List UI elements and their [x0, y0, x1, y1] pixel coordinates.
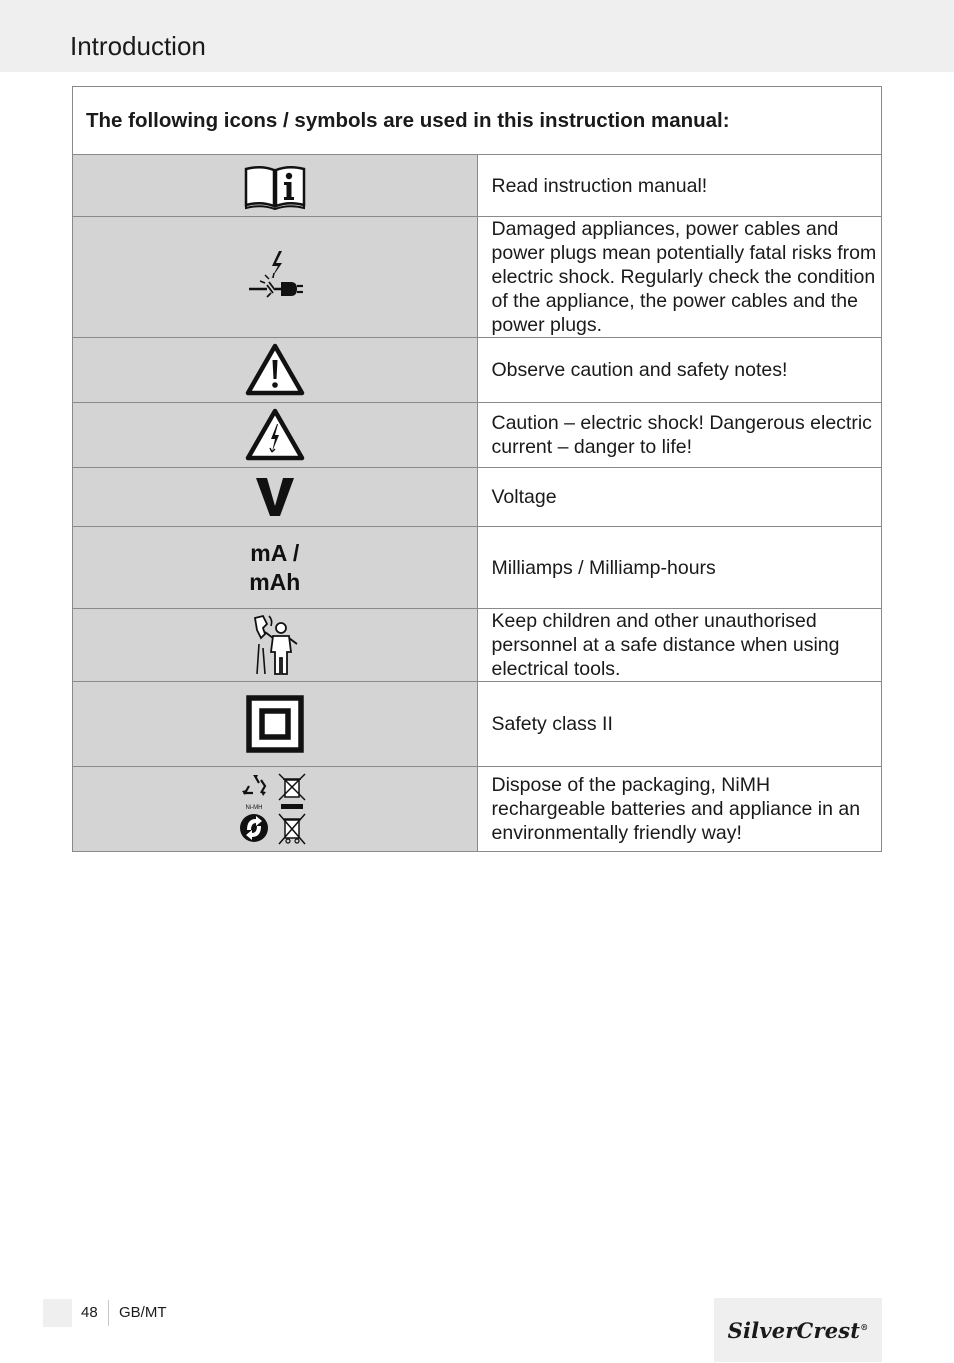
icon-cell: [73, 609, 478, 682]
row-text: Observe caution and safety notes!: [477, 338, 882, 403]
icon-cell: [73, 682, 478, 767]
icon-cell: [73, 217, 478, 338]
table-row: [73, 767, 882, 852]
read-manual-icon: [243, 161, 307, 211]
icon-cell: [73, 403, 478, 468]
table-row: [73, 155, 882, 217]
symbols-table: [72, 86, 882, 852]
footer-divider: [108, 1300, 109, 1326]
footer-marker: [43, 1299, 72, 1327]
country-code: GB/MT: [119, 1304, 167, 1321]
keep-children-away-icon: [251, 614, 299, 676]
brand-logo: [714, 1318, 882, 1343]
warning-triangle-icon: [245, 343, 305, 397]
table-row: [73, 217, 882, 338]
milliamps-icon-label: mA /: [250, 539, 300, 566]
row-text: Caution – electric shock! Dangerous electric current – danger to life!: [477, 403, 882, 468]
table-row: [73, 403, 882, 468]
row-text: Dispose of the packaging, NiMH rechargeable batteries and appliance in an environmentally friendly way!: [477, 767, 882, 852]
page-number: 48: [81, 1304, 98, 1321]
milliamp-hours-icon-label: mAh: [249, 568, 301, 595]
row-text: Keep children and other unauthorised personnel at a safe distance when using electrical tools.: [477, 609, 882, 682]
table-row: [73, 527, 882, 609]
icon-cell: [73, 155, 478, 217]
table-heading-row: [73, 87, 882, 155]
table-heading: The following icons / symbols are used in this instruction manual:: [73, 87, 882, 155]
registered-mark: ®: [860, 1322, 869, 1332]
row-text: Damaged appliances, power cables and power plugs mean potentially fatal risks from electric shock. Regularly check the condition of the appliance, the power cables and the power plugs.: [477, 217, 882, 338]
page-title: Introduction: [70, 31, 206, 61]
table-row: [73, 468, 882, 527]
voltage-icon: [253, 476, 297, 518]
table-row: [73, 338, 882, 403]
icon-cell: [73, 767, 478, 852]
brand-box: [714, 1298, 882, 1362]
damaged-cable-shock-icon: [245, 249, 305, 305]
brand-name: SilverCrest: [727, 1318, 861, 1343]
icon-cell: [73, 338, 478, 403]
table-row: [73, 682, 882, 767]
row-text: Voltage: [477, 468, 882, 527]
milliamps-icon: [73, 527, 478, 609]
disposal-recycling-icon: [239, 772, 311, 846]
row-text: Milliamps / Milliamp-hours: [477, 527, 882, 609]
table-row: [73, 609, 882, 682]
icon-cell: [73, 468, 478, 527]
row-text: Safety class II: [477, 682, 882, 767]
row-text: Read instruction manual!: [477, 155, 882, 217]
safety-class-ii-icon: [246, 695, 304, 753]
nimh-icon-label: Ni-MH: [245, 805, 263, 811]
electric-shock-warning-icon: [245, 408, 305, 462]
